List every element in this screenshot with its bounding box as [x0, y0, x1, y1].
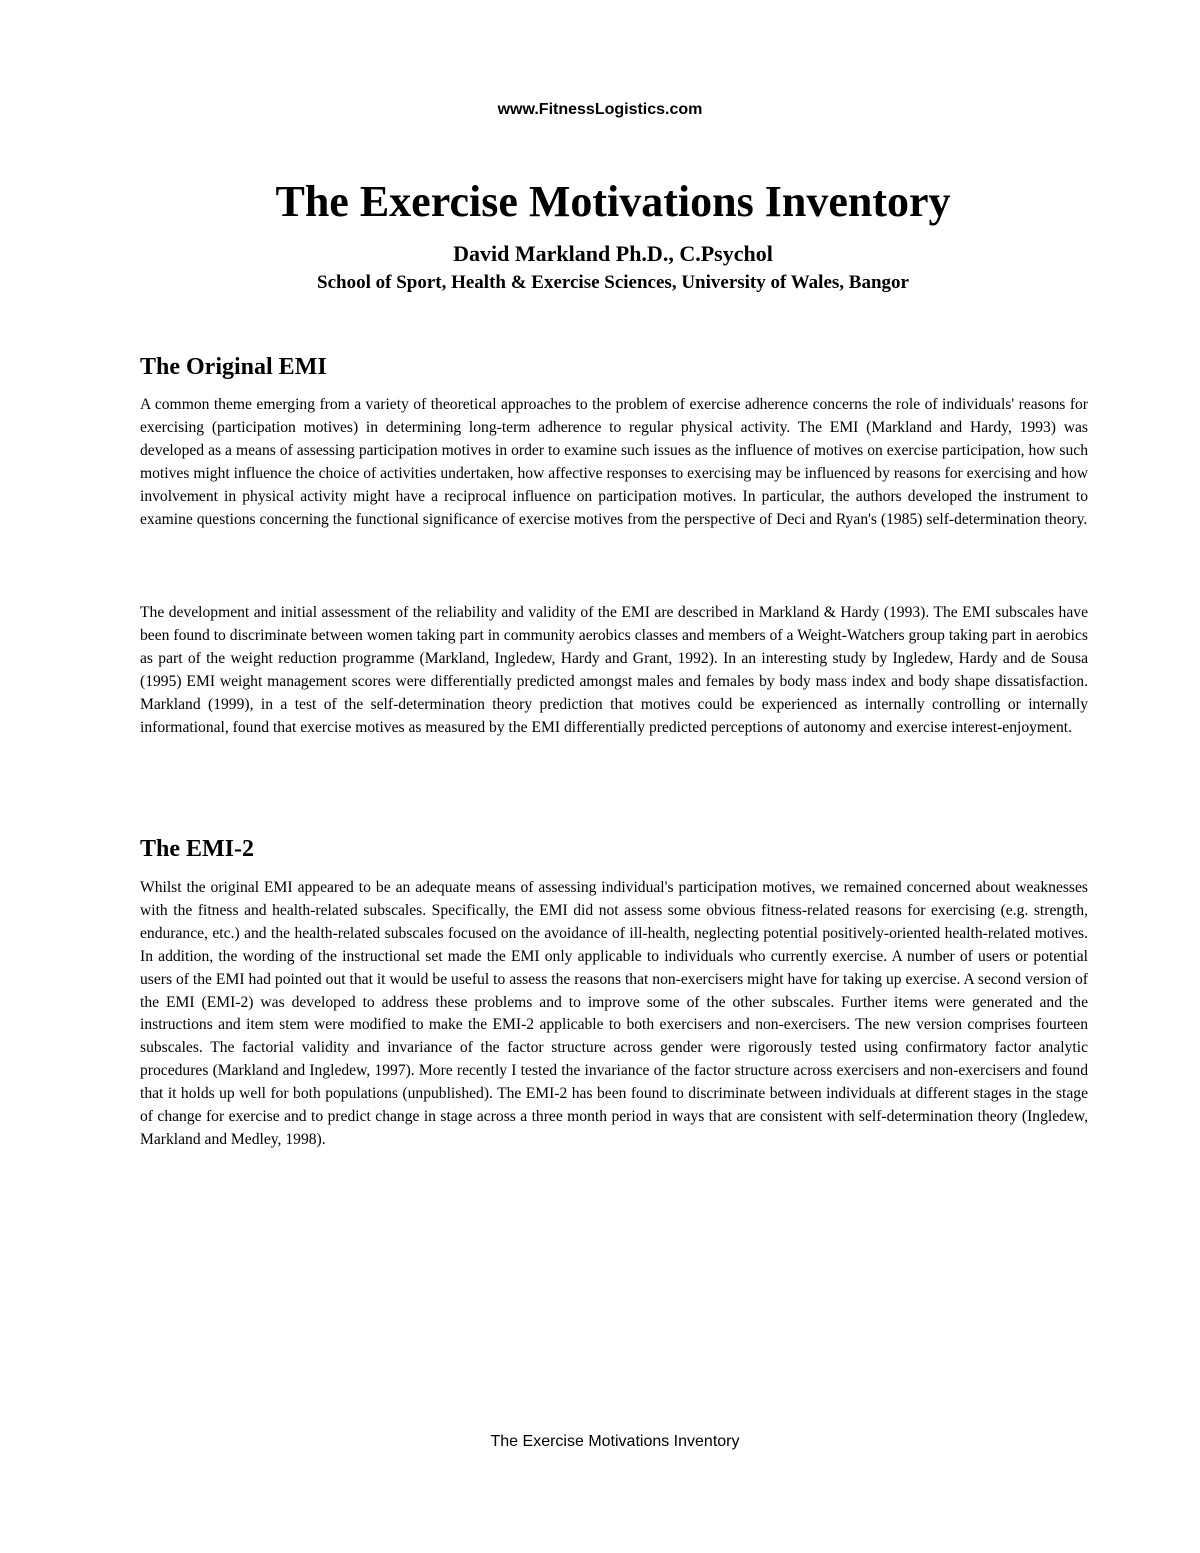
section-heading-emi-2: The EMI-2: [140, 836, 254, 862]
affiliation-line: School of Sport, Health & Exercise Sciences, University of Wales, Bangor: [317, 272, 909, 293]
page-footer: The Exercise Motivations Inventory: [490, 1433, 740, 1450]
paragraph-original-emi-1: A common theme emerging from a variety of theoretical approaches to the problem of exercise adherence concerns the role of individuals' reasons for exercising (participation motives) in determining long-term adherence to regular physical activity. The EMI (Markland and Hardy, 1993) was developed as a means of assessing participation motives in order to examine such issues as the influence of motives on exercise participation, how such motives might influence the choice of activities undertaken, how affective responses to exercising may be influenced by reasons for exercising and how involvement in physical activity might have a reciprocal influence on participation motives. In particular, the authors developed the instrument to examine questions concerning the functional significance of exercise motives from the perspective of Deci and Ryan's (1985) self-determination theory.: [140, 396, 1088, 528]
section-heading-original-emi: The Original EMI: [140, 354, 327, 380]
paragraph-original-emi-2: The development and initial assessment of the reliability and validity of the EMI are described in Markland & Hardy (1993). The EMI subscales have been found to discriminate between women taking part in community aerobics classes and members of a Weight-Watchers group taking part in aerobics as part of the weight reduction programme (Markland, Ingledew, Hardy and Grant, 1992). In an interesting study by Ingledew, Hardy and de Sousa (1995) EMI weight management scores were differentially predicted amongst males and females by body mass index and body shape dissatisfaction. Markland (1999), in a test of the self-determination theory prediction that motives could be experienced as internally controlling or internally informational, found that exercise motives as measured by the EMI differentially predicted perceptions of autonomy and exercise interest-enjoyment.: [140, 604, 1088, 736]
author-line: David Markland Ph.D., C.Psychol: [453, 241, 773, 266]
site-url-header: www.FitnessLogistics.com: [497, 101, 703, 118]
paragraph-emi-2-1: Whilst the original EMI appeared to be an adequate means of assessing individual's participation motives, we remained concerned about weaknesses with the fitness and health-related subscales. Specifically, the EMI did not assess some obvious fitness-related reasons for exercising (e.g. strength, endurance, etc.) and the health-related subscales focused on the avoidance of ill-health, neglecting potential positively-oriented health-related motives. In addition, the wording of the instructional set made the EMI only applicable to individuals who currently exercise. A number of users or potential users of the EMI had pointed out that it would be useful to assess the reasons that non-exercisers might have for taking up exercise. A second version of the EMI (EMI-2) was developed to address these problems and to improve some of the other subscales. Further items were generated and the instructions and item stem were modified to make the EMI-2 applicable to both exercisers and non-exercisers. The new version comprises fourteen subscales. The factorial validity and invariance of the factor structure across gender were rigorously tested using confirmatory factor analytic procedures (Markland and Ingledew, 1997). More recently I tested the invariance of the factor structure across exercisers and non-exercisers and found that it holds up well for both populations (unpublished). The EMI-2 has been found to discriminate between individuals at different stages in the stage of change for exercise and to predict change in stage across a three month period in ways that are consistent with self-determination theory (Ingledew, Markland and Medley, 1998).: [140, 879, 1088, 1148]
document-title: The Exercise Motivations Inventory: [275, 177, 951, 226]
